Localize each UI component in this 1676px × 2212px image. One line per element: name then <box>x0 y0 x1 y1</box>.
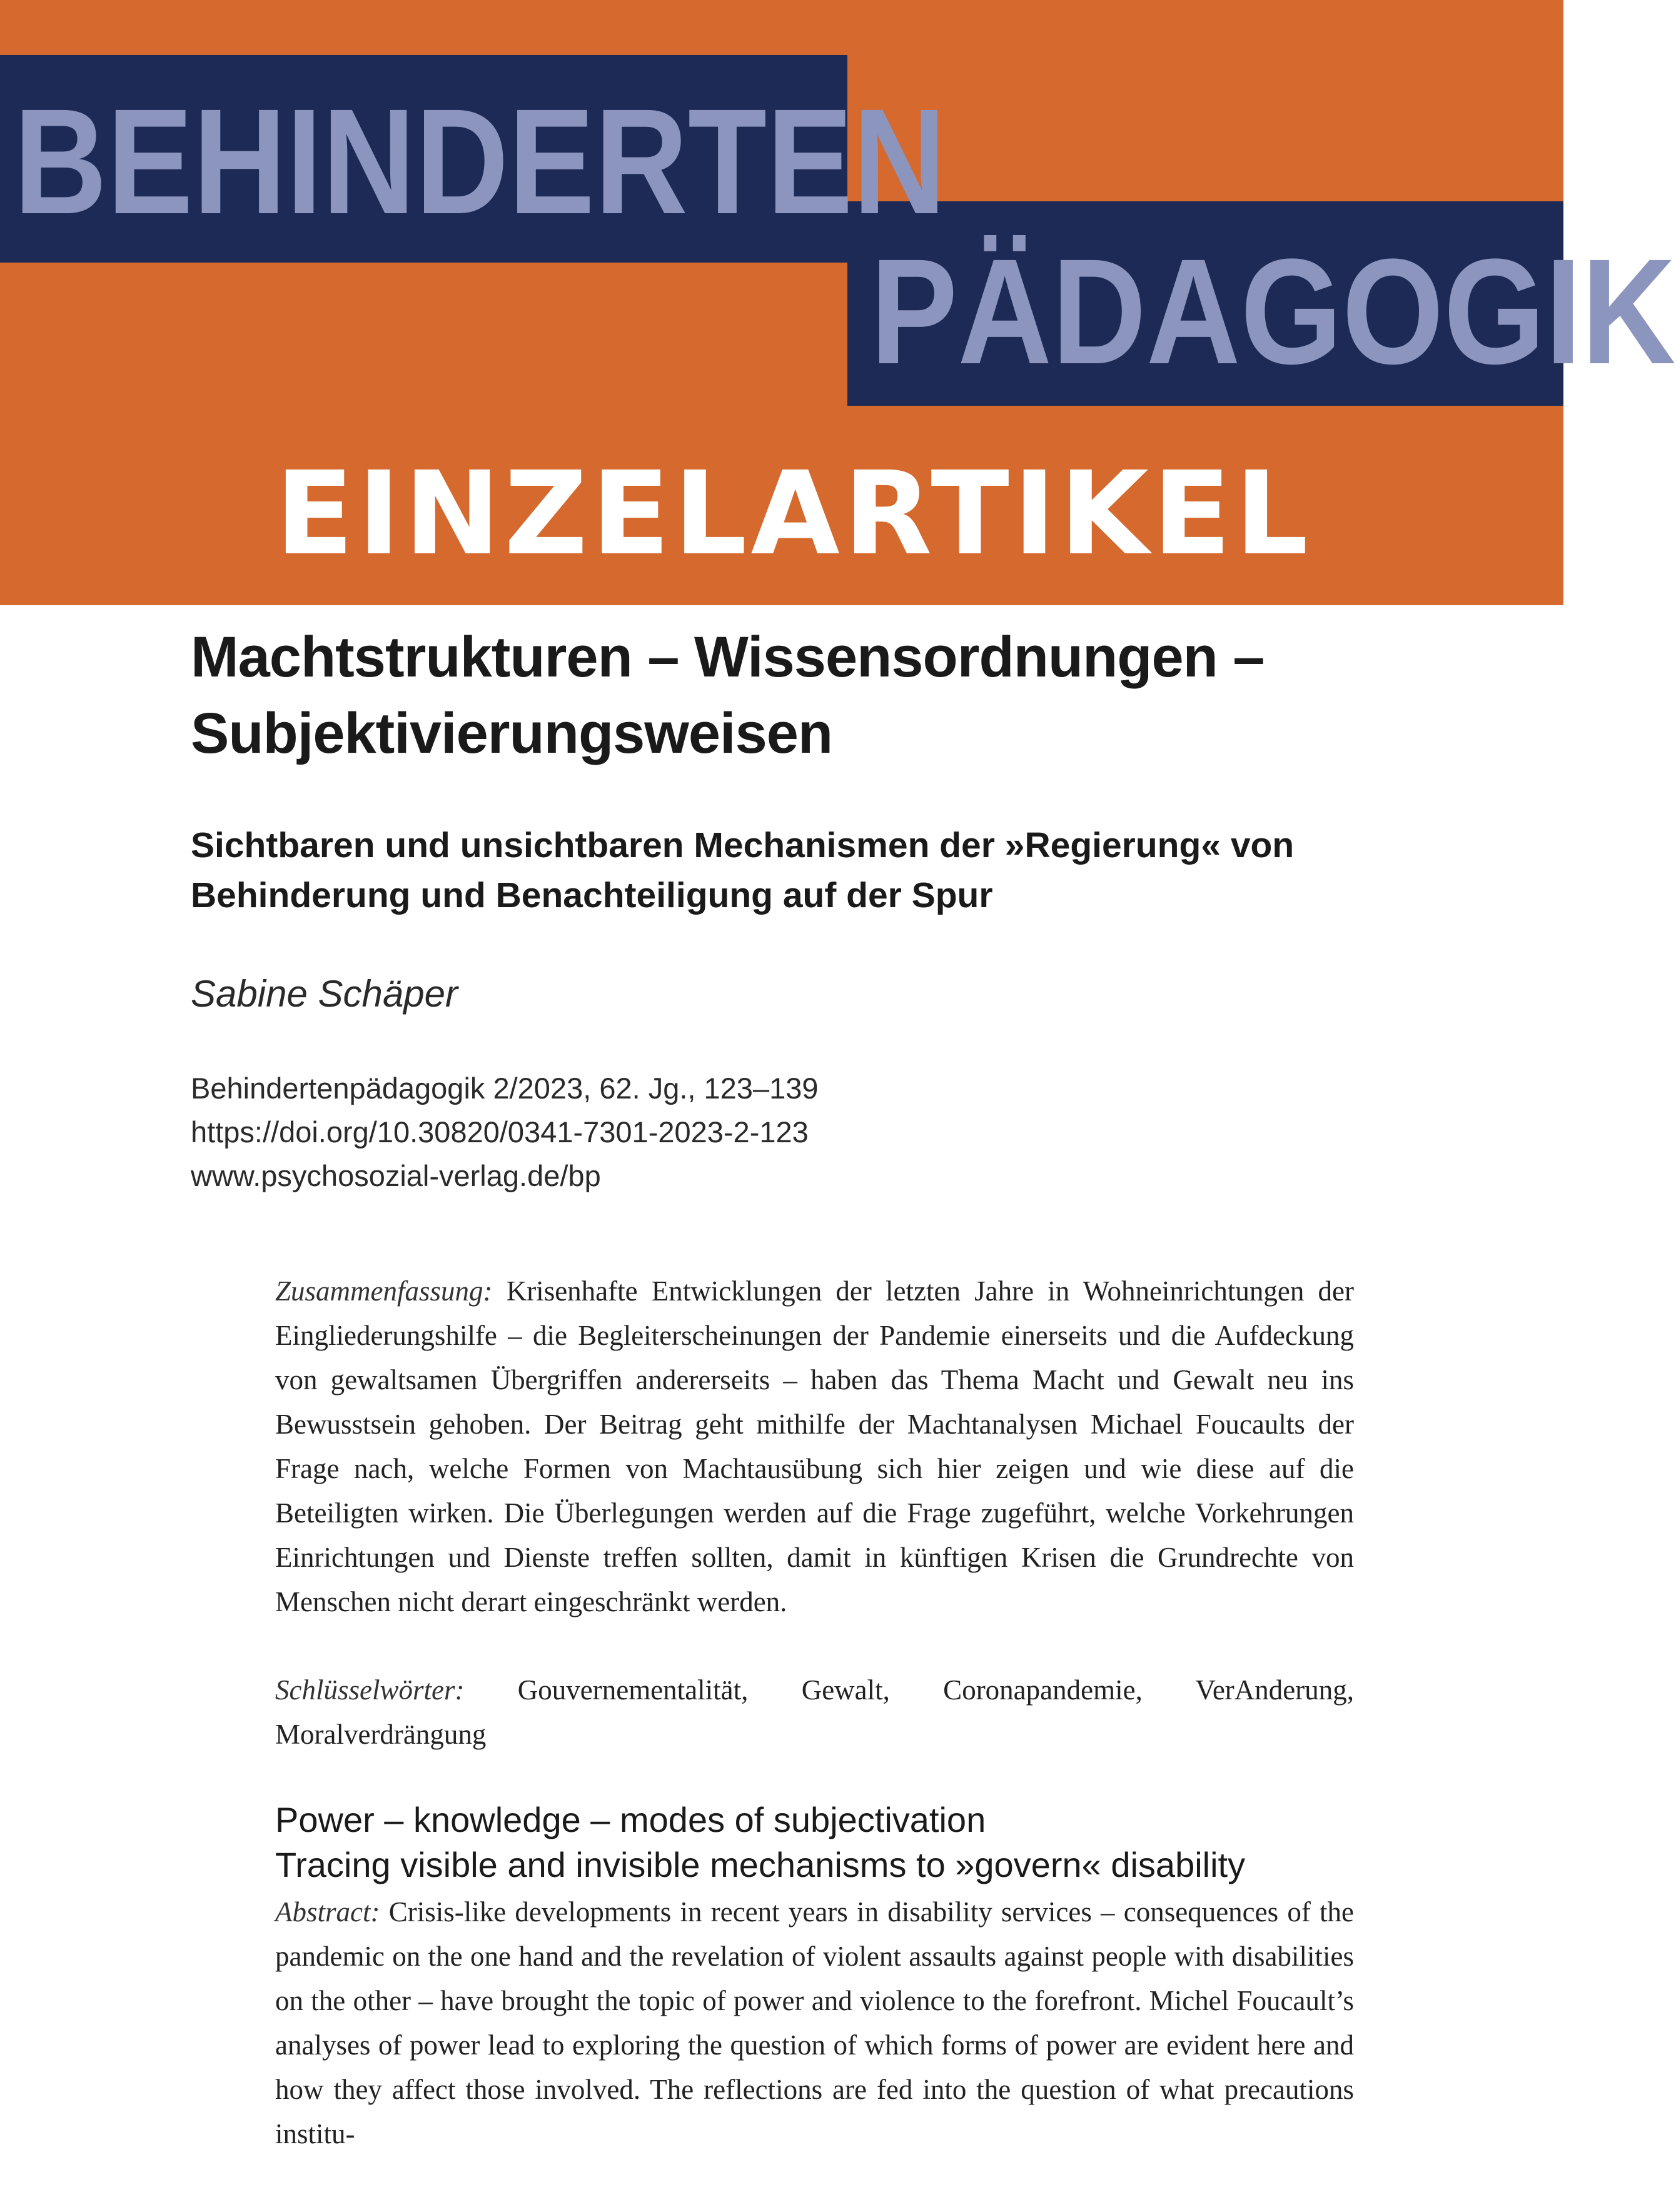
article-header <box>191 619 1366 1198</box>
summary-label: Zusammenfassung: <box>275 1275 493 1307</box>
article-title <box>191 619 1366 772</box>
article-subtitle: Sichtbaren und unsichtbaren Mechanismen der »Regierung« von Behinderung und Benachteiligung auf der Spur <box>191 825 1295 915</box>
english-title <box>275 1797 1354 1888</box>
summary-text: Krisenhafte Entwicklungen der letzten Jahre in Wohneinrichtungen der Eingliederungshilfe – die Begleiterscheinungen der Pandemie einerseits und die Aufdeckung von gewaltsamen Übergriffen andererseits – haben das Thema Macht und Gewalt neu ins Bewusstsein gehoben. Der Beitrag geht mithilfe der Machtanalysen Michael Foucaults der Frage nach, welche Formen von Machtausübung sich hier zeigen und wie diese auf die Beteiligten wirken. Die Überlegungen werden auf die Frage zugeführt, welche Vorkehrungen Einrichtungen und Dienste treffen sollten, damit in künftigen Krisen die Grundrechte von Menschen nicht derart eingeschränkt werden. <box>275 1275 1354 1617</box>
abstract-text: Crisis-like developments in recent years in disability services – consequences of the pandemic on the one hand and the revelation of violent assaults against people with disabilities on the other – have brought the topic of power and violence to the forefront. Michel Foucault’s analyses of power lead to exploring the question of which forms of power are evident here and how they affect those involved. The reflections are fed into the question of what precautions institu- <box>275 1896 1354 2149</box>
einzelartikel-label: EINZELARTIKEL <box>275 447 1312 581</box>
article-title-line-1: Machtstrukturen – Wissensordnungen – <box>191 625 1265 689</box>
keywords-label: Schlüsselwörter: <box>275 1674 465 1706</box>
keywords-paragraph <box>275 1668 1354 1757</box>
abstract-label: Abstract: <box>275 1896 380 1928</box>
doi-link[interactable]: https://doi.org/10.30820/0341-7301-2023-2-123 <box>191 1115 809 1149</box>
article-author: Sabine Schäper <box>191 973 458 1015</box>
article-body <box>275 1269 1354 2156</box>
cover-header <box>0 0 1676 605</box>
journal-title-word-1: BEHINDERTEN <box>14 78 946 245</box>
citation-block <box>191 1067 1366 1198</box>
article-title-line-2: Subjektivierungsweisen <box>191 701 833 765</box>
publisher-url[interactable]: www.psychosozial-verlag.de/bp <box>191 1159 601 1192</box>
english-title-line-2: Tracing visible and invisible mechanisms to »govern« disability <box>275 1845 1246 1884</box>
english-title-line-1: Power – knowledge – modes of subjectivation <box>275 1800 986 1839</box>
citation-text: Behindertenpädagogik 2/2023, 62. Jg., 123–139 <box>191 1072 819 1105</box>
abstract-paragraph <box>275 1890 1354 2156</box>
summary-paragraph <box>275 1269 1354 1624</box>
keywords-text: Gouvernementalität, Gewalt, Coronapandemie, VerAnderung, Moralverdrängung <box>275 1674 1354 1750</box>
journal-title-word-2: PÄDAGOGIK <box>871 228 1676 395</box>
